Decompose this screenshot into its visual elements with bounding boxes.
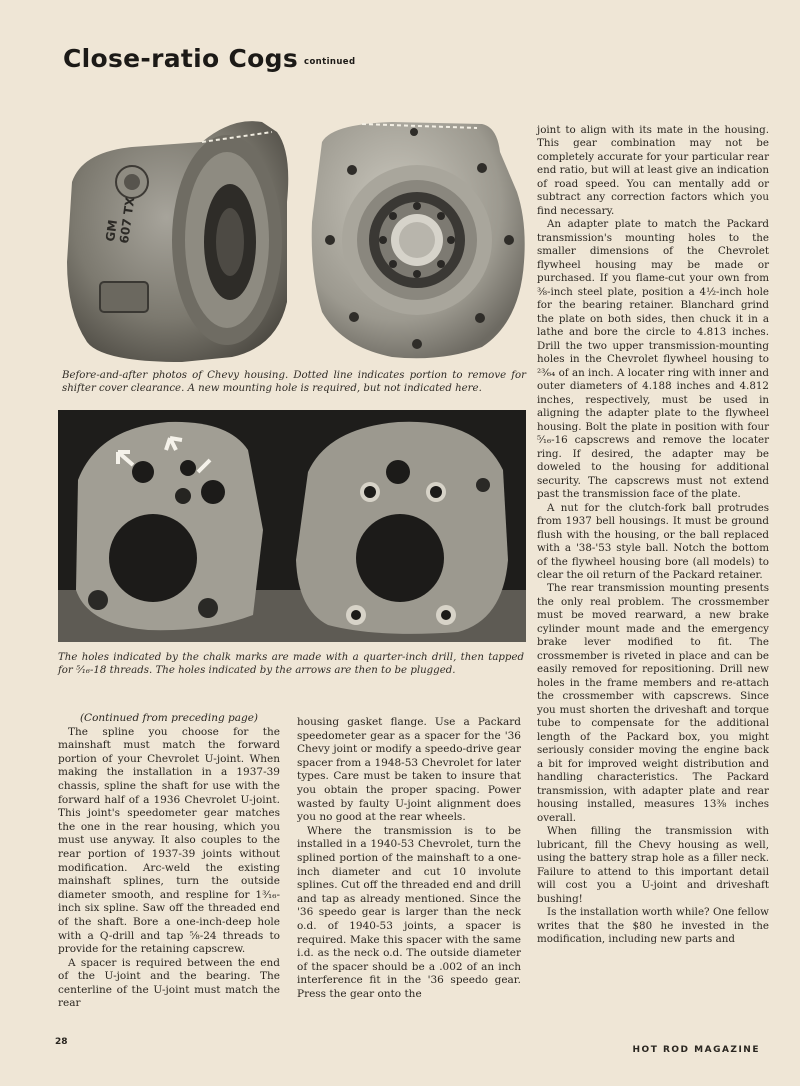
paragraph: Where the transmission is to be installed in a 1940-53 Chevrolet, turn the splined portion of the mainshaft to a one-inch diameter and cut 10 involute splines. Cut off the threaded end and drill and tap as already mentioned. Since the '36 speedo gear is larger than the neck o.d. of 1940-53 joints, a spacer is required. Make this spacer with the same i.d. as the neck o.d. The outside diameter of the spacer should be a .002 of an inch interference fit in the '36 speedo gear. Press the gear onto the — [297, 824, 521, 1000]
photo1-caption-text: Before-and-after photos of Chevy housing. Dotted line indicates portion to remove for shifter cover clearance. A new mounting hole is required, but not indicated here. — [62, 370, 526, 394]
housing-right-image — [296, 422, 508, 634]
middle-column — [297, 716, 521, 1001]
paragraph: A spacer is required between the end of the U-joint and the bearing. The centerline of the U-joint must match the rear — [58, 956, 280, 1010]
article-title — [63, 44, 355, 73]
title-text: Close-ratio Cogs — [63, 44, 298, 73]
paragraph: A nut for the clutch-fork ball protrudes from 1937 bell housings. It must be ground flush with the housing, or the ball replaced with a '38-'53 style ball. Notch the bottom of the flywheel housing bore (all models) to clear the oil return of the Packard retainer. — [537, 501, 769, 581]
paragraph: Is the installation worth while? One fellow writes that the $80 he invested in the modification, including new parts and — [537, 906, 769, 946]
housing-left-image — [76, 422, 263, 630]
magazine-name: HOT ROD MAGAZINE — [632, 1045, 760, 1055]
paragraph: When filling the transmission with lubricant, fill the Chevy housing as well, using the battery strap hole as a filler neck. Failure to attend to this important detail will cost you a U-joint and driveshaft bushing! — [537, 825, 769, 905]
continued-from-note: (Continued from preceding page) — [79, 712, 259, 724]
page-number: 28 — [55, 1037, 68, 1047]
housing-before-image — [67, 121, 288, 362]
continued-label: continued — [304, 57, 356, 67]
casting-mark-number: 607 TX — [116, 196, 138, 245]
photo1-caption — [62, 370, 526, 396]
paragraph: The rear transmission mounting presents the only real problem. The crossmember must be moved rearward, a new brake cylinder mount made and the emergency brake lever modified to fit. The crossmember is riveted in place and can be easily removed for repositioning. Drill new holes in the frame members and re-attach the crossmember with capscrews. Since you must shorten the driveshaft and torque tube to compensate for the additional length of the Packard box, you might seriously consider moving the engine back a bit for improved weight distribution and handling characteristics. The Packard transmission, with adapter plate and rear housing installed, measures 13⅜ inches overall. — [537, 582, 769, 824]
paragraph: The spline you choose for the mainshaft must match the forward portion of your Chevrolet U-joint. When making the installation in a 1937-39 chassis, spline the shaft for use with the forward half of a 1936 Chevrolet U-joint. This joint's speedometer gear matches the one in the rear housing, which you must use anyway. It also couples to the rear portion of 1937-39 joints without modification. Arc-weld the existing mainshaft splines, turn the outside diameter smooth, and respline for 1³⁄₁₆-inch six spline. Saw off the threaded end of the shaft. Bore a one-inch-deep hole with a Q-drill and tap ⅝-24 threads to provide for the retaining capscrew. — [58, 725, 280, 956]
paragraph: joint to align with its mate in the housing. This gear combination may not be completely accurate for your particular rear end ratio, but will at least give an indication of road speed. You can mentally add or subtract any correction factors which you find necessary. — [537, 124, 769, 217]
photo2-caption — [58, 652, 524, 678]
housing-after-image — [312, 122, 525, 358]
photo2-caption-text: The holes indicated by the chalk marks are made with a quarter-inch drill, then tapped for ⁵⁄₁₆-18 threads. The holes indicated by the arrows are then to be plugged. — [58, 652, 524, 676]
right-column — [537, 124, 769, 947]
housing-photos — [62, 112, 532, 362]
left-column — [58, 712, 280, 1011]
casting-mark-gm: GM — [103, 218, 121, 243]
paragraph: housing gasket flange. Use a Packard speedometer gear as a spacer for the '36 Chevy joint or modify a speedo-drive gear spacer from a 1948-53 Chevrolet for later types. Care must be taken to insure that you obtain the proper spacing. Power wasted by faulty U-joint alignment does you no good at the rear wheels. — [297, 716, 521, 824]
flywheel-housing-photo — [58, 410, 526, 642]
paragraph: An adapter plate to match the Packard transmission's mounting holes to the smaller dimensions of the Chevrolet flywheel housing may be made or purchased. If you flame-cut your own from ⅜-inch steel plate, position a 4½-inch hole for the bearing retainer. Blanchard grind the plate on both sides, then chuck it in a lathe and bore the circle to 4.813 inches. Drill the two upper transmission-mounting holes in the Chevrolet flywheel housing to ²³⁄₆₄ of an inch. A locater ring with inner and outer diameters of 4.188 inches and 4.812 inches, respectively, must be used in aligning the adapter plate to the flywheel housing. Bolt the plate in position with four ⁵⁄₁₆-16 capscrews and remove the locater ring. If desired, the adapter may be doweled to the housing for additional security. The capscrews must not extend past the transmission face of the plate. — [537, 218, 769, 501]
